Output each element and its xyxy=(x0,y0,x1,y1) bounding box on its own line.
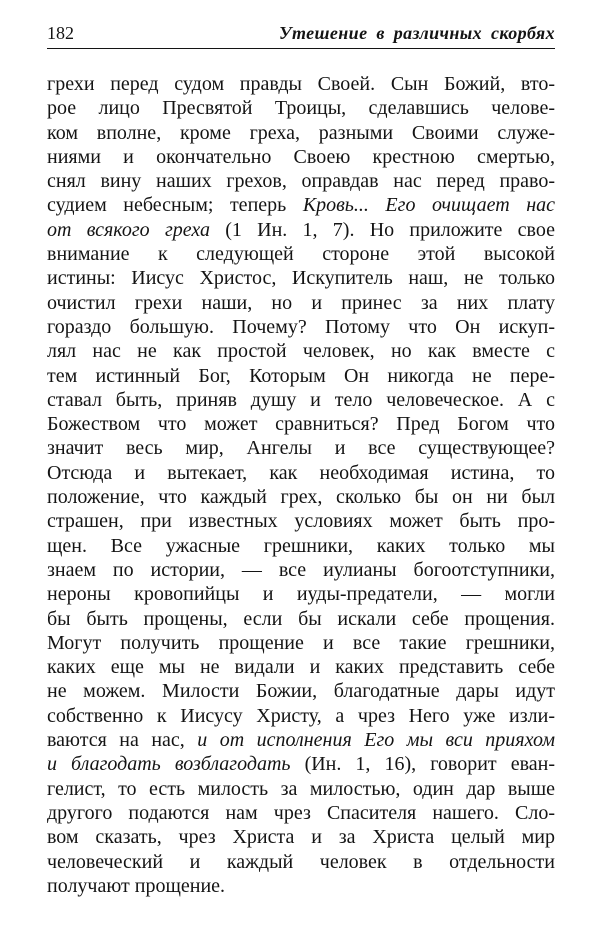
italic-quote: Кровь... Его очищает нас xyxy=(302,194,555,217)
text-line xyxy=(47,436,555,460)
text-segment: положение, что каждый грех, сколько бы он ни был xyxy=(47,486,555,509)
text-line xyxy=(47,558,555,582)
text-line xyxy=(47,291,555,315)
text-line xyxy=(47,412,555,436)
text-segment: снял вину наших грехов, оправдав нас перед право- xyxy=(47,170,555,193)
text-segment: ваются на нас, xyxy=(47,729,198,752)
text-segment: (Ин. 1, 16), говорит еван- xyxy=(290,753,555,776)
text-segment: Божеством что может сравниться? Пред Богом что xyxy=(47,413,555,436)
page-number: 182 xyxy=(47,23,74,43)
text-line xyxy=(47,72,555,96)
header-rule xyxy=(47,48,555,49)
text-line xyxy=(47,461,555,485)
text-segment: ниями и окончательно Своею крестною смертью, xyxy=(47,145,555,168)
text-segment: не можем. Милости Божии, благодатные дары идут xyxy=(47,680,555,703)
text-line xyxy=(47,509,555,533)
text-line xyxy=(47,145,555,169)
text-line xyxy=(47,534,555,558)
text-line xyxy=(47,582,555,606)
text-segment: Отсюда и вытекает, как необходимая истина, то xyxy=(47,461,555,484)
text-line xyxy=(47,121,555,145)
running-title: Утешение в различных скорбях xyxy=(279,23,555,43)
text-segment: получают прощение. xyxy=(47,874,226,897)
text-line xyxy=(47,169,555,193)
text-segment: судием небесным; теперь xyxy=(47,194,303,217)
text-segment: рое лицо Пресвятой Троицы, сделавшись челове- xyxy=(47,97,555,120)
text-segment: собственно к Иисусу Христу, а чрез Него уже изли- xyxy=(47,704,555,727)
text-line xyxy=(47,850,555,874)
text-segment: щен. Все ужасные грешники, каких только мы xyxy=(47,534,555,557)
text-line xyxy=(47,825,555,849)
text-line xyxy=(47,752,555,776)
text-segment: знаем по истории, — все иулианы богоотступники, xyxy=(47,558,555,581)
running-header xyxy=(47,22,555,44)
text-line xyxy=(47,728,555,752)
text-line xyxy=(47,655,555,679)
text-segment: нероны кровопийцы и иуды-предатели, — могли xyxy=(47,583,555,606)
text-segment: вом сказать, чрез Христа и за Христа целый мир xyxy=(47,826,555,849)
text-segment: человеческий и каждый человек в отдельности xyxy=(47,850,555,873)
text-line xyxy=(47,193,555,217)
text-line xyxy=(47,388,555,412)
text-segment: (1 Ин. 1, 7). Но приложите свое xyxy=(209,218,555,241)
text-segment: внимание к следующей стороне этой высокой xyxy=(47,243,555,266)
text-line xyxy=(47,801,555,825)
italic-quote: и от исполнения Его мы вси прияхом xyxy=(197,729,555,752)
text-segment: истины: Иисус Христос, Искупитель наш, не только xyxy=(47,267,555,290)
text-segment: лял нас не как простой человек, но как вместе с xyxy=(47,340,555,363)
text-segment: очистил грехи наши, но и принес за них плату xyxy=(47,291,555,314)
text-line xyxy=(47,218,555,242)
text-line xyxy=(47,364,555,388)
text-line-last xyxy=(47,874,555,898)
text-line xyxy=(47,242,555,266)
text-segment: значит весь мир, Ангелы и все существующее? xyxy=(47,437,555,460)
text-line xyxy=(47,315,555,339)
text-line xyxy=(47,266,555,290)
text-segment: бы быть прощены, если бы искали себе прощения. xyxy=(47,607,555,630)
text-segment: каких еще мы не видали и каких представить себе xyxy=(47,656,555,679)
text-segment: грехи перед судом правды Своей. Сын Божий, вто- xyxy=(47,73,555,95)
text-segment: ставал быть, приняв душу и тело человеческое. А с xyxy=(47,388,555,411)
text-segment: гелист, то есть милость за милостью, один дар выше xyxy=(47,777,555,800)
text-segment: страшен, при известных условиях может быть про- xyxy=(47,510,555,533)
italic-quote: и благодать возблагодать xyxy=(47,753,291,776)
text-line xyxy=(47,339,555,363)
text-segment: Могут получить прощение и все такие грешники, xyxy=(47,631,555,654)
text-line xyxy=(47,679,555,703)
text-line xyxy=(47,485,555,509)
text-segment: тем истинный Бог, Которым Он никогда не пере- xyxy=(47,364,555,387)
body-text xyxy=(47,72,555,898)
text-line xyxy=(47,704,555,728)
text-line xyxy=(47,777,555,801)
text-segment: другого подаются нам чрез Спасителя нашего. Сло- xyxy=(47,801,555,824)
text-line xyxy=(47,96,555,120)
text-line xyxy=(47,607,555,631)
italic-quote: от всякого греха xyxy=(47,218,210,241)
text-segment: гораздо большую. Почему? Потому что Он искуп- xyxy=(47,315,555,338)
text-segment: ком вполне, кроме греха, разными Своими служе- xyxy=(47,121,555,144)
text-line xyxy=(47,631,555,655)
